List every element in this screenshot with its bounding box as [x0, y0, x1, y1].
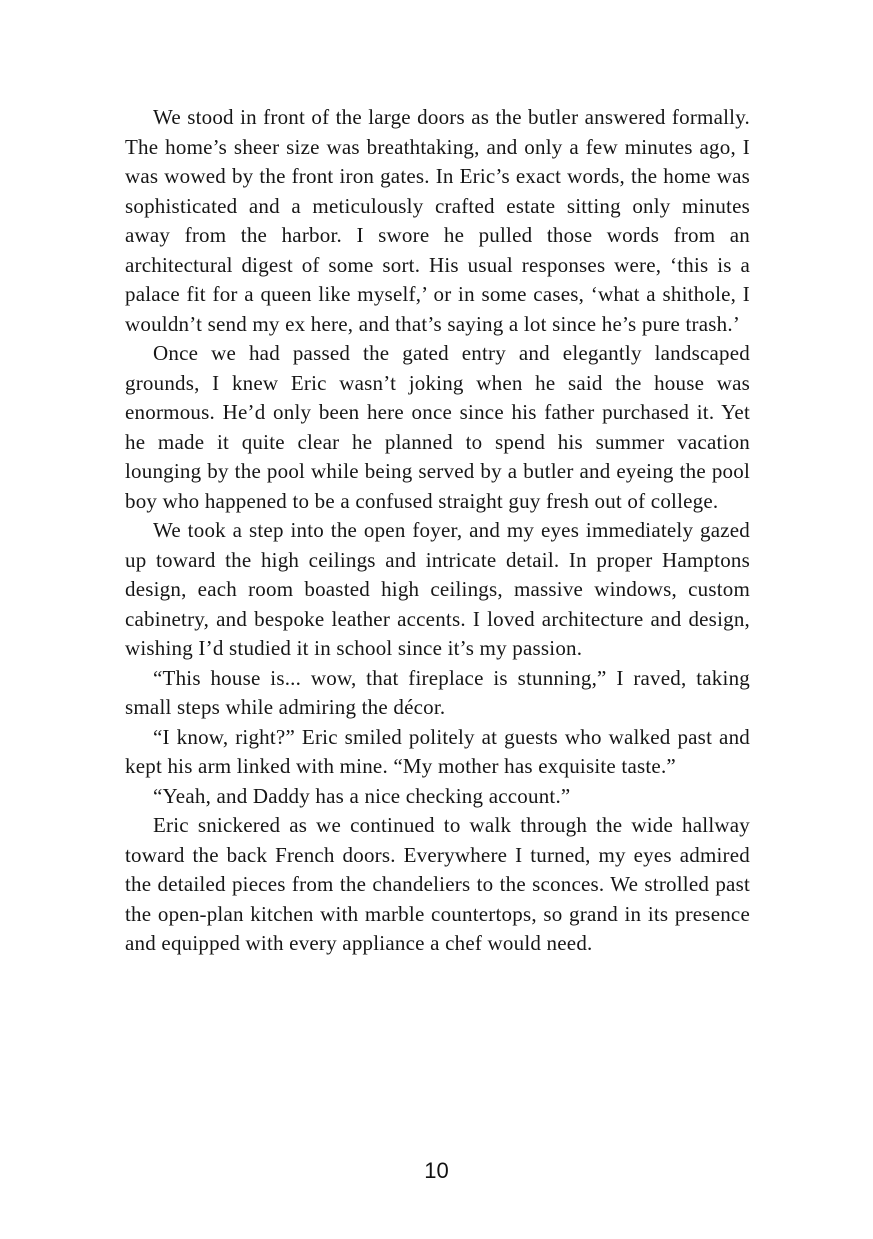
paragraph: We took a step into the open foyer, and my eyes immediately gazed up toward the high ceilings and intricate detail. In proper Hamptons design, each room boasted high ceilings, massive windows, custom cabinetry, and bespoke leather accents. I loved architecture and design, wishing I’d studied it in school since it’s my passion. — [125, 518, 750, 660]
body-text — [125, 103, 750, 959]
paragraph: We stood in front of the large doors as the butler answered formally. The home’s sheer size was breathtaking, and only a few minutes ago, I was wowed by the front iron gates. In Eric’s exact words, the home was sophisticated and a meticulously crafted estate sitting only minutes away from the harbor. I swore he pulled those words from an architectural digest of some sort. His usual responses were, ‘this is a palace fit for a queen like myself,’ or in some cases, ‘what a shithole, I wouldn’t send my ex here, and that’s saying a lot since he’s pure trash.’ — [125, 105, 750, 336]
paragraph: “This house is... wow, that fireplace is stunning,” I raved, taking small steps while admiring the décor. — [125, 665, 750, 719]
paragraph: “Yeah, and Daddy has a nice checking account.” — [153, 783, 571, 808]
page-number: 10 — [424, 1158, 449, 1183]
paragraph: Eric snickered as we continued to walk through the wide hallway toward the back French doors. Everywhere I turned, my eyes admired the detailed pieces from the chandeliers to the sconces. We strolled past the open-plan kitchen with marble countertops, so grand in its presence and equipped with every appliance a chef would need. — [125, 813, 750, 955]
paragraph: Once we had passed the gated entry and elegantly landscaped grounds, I knew Eric wasn’t joking when he said the house was enormous. He’d only been here once since his father purchased it. Yet he made it quite clear he planned to spend his summer vacation lounging by the pool while being served by a butler and eyeing the pool boy who happened to be a confused straight guy fresh out of college. — [125, 341, 750, 513]
paragraph: “I know, right?” Eric smiled politely at guests who walked past and kept his arm linked with mine. “My mother has exquisite taste.” — [125, 724, 750, 778]
